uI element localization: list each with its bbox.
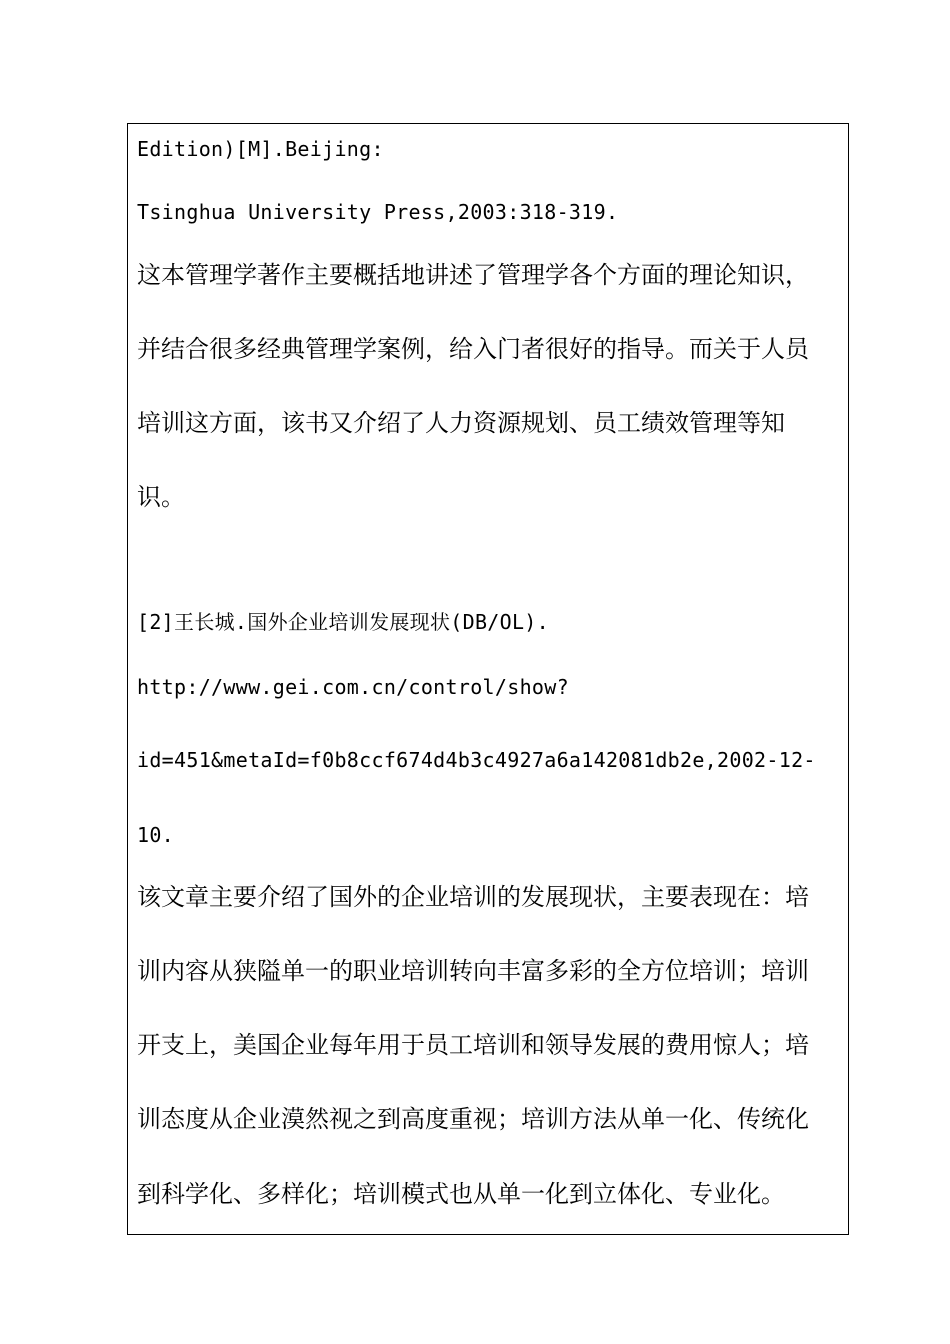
annotation-2-line-2: 训内容从狭隘单一的职业培训转向丰富多彩的全方位培训；培训 [137,957,809,985]
annotation-1-line-4: 识。 [137,483,185,511]
annotation-2-line-3: 开支上，美国企业每年用于员工培训和领导发展的费用惊人；培 [137,1031,809,1059]
annotation-1-line-3: 培训这方面，该书又介绍了人力资源规划、员工绩效管理等知 [137,409,785,437]
reference-1-line-1: Edition)[M].Beijing: [137,137,384,161]
reference-2-line-2: http://www.gei.com.cn/control/show? [137,675,569,699]
annotation-1-line-2: 并结合很多经典管理学案例，给入门者很好的指导。而关于人员 [137,335,809,363]
annotation-2-line-4: 训态度从企业漠然视之到高度重视；培训方法从单一化、传统化 [137,1105,809,1133]
reference-2-line-1: [2]王长城.国外企业培训发展现状(DB/OL). [137,610,549,634]
annotation-1-line-1: 这本管理学著作主要概括地讲述了管理学各个方面的理论知识， [137,261,809,289]
annotation-2-line-5: 到科学化、多样化；培训模式也从单一化到立体化、专业化。 [137,1180,785,1208]
reference-2-line-3: id=451&metaId=f0b8ccf674d4b3c4927a6a142081db2e,2002-12- [137,748,816,772]
reference-2-line-4: 10. [137,823,175,847]
reference-1-line-2: Tsinghua University Press,2003:318-319. [137,200,619,224]
annotation-2-line-1: 该文章主要介绍了国外的企业培训的发展现状，主要表现在：培 [137,883,809,911]
